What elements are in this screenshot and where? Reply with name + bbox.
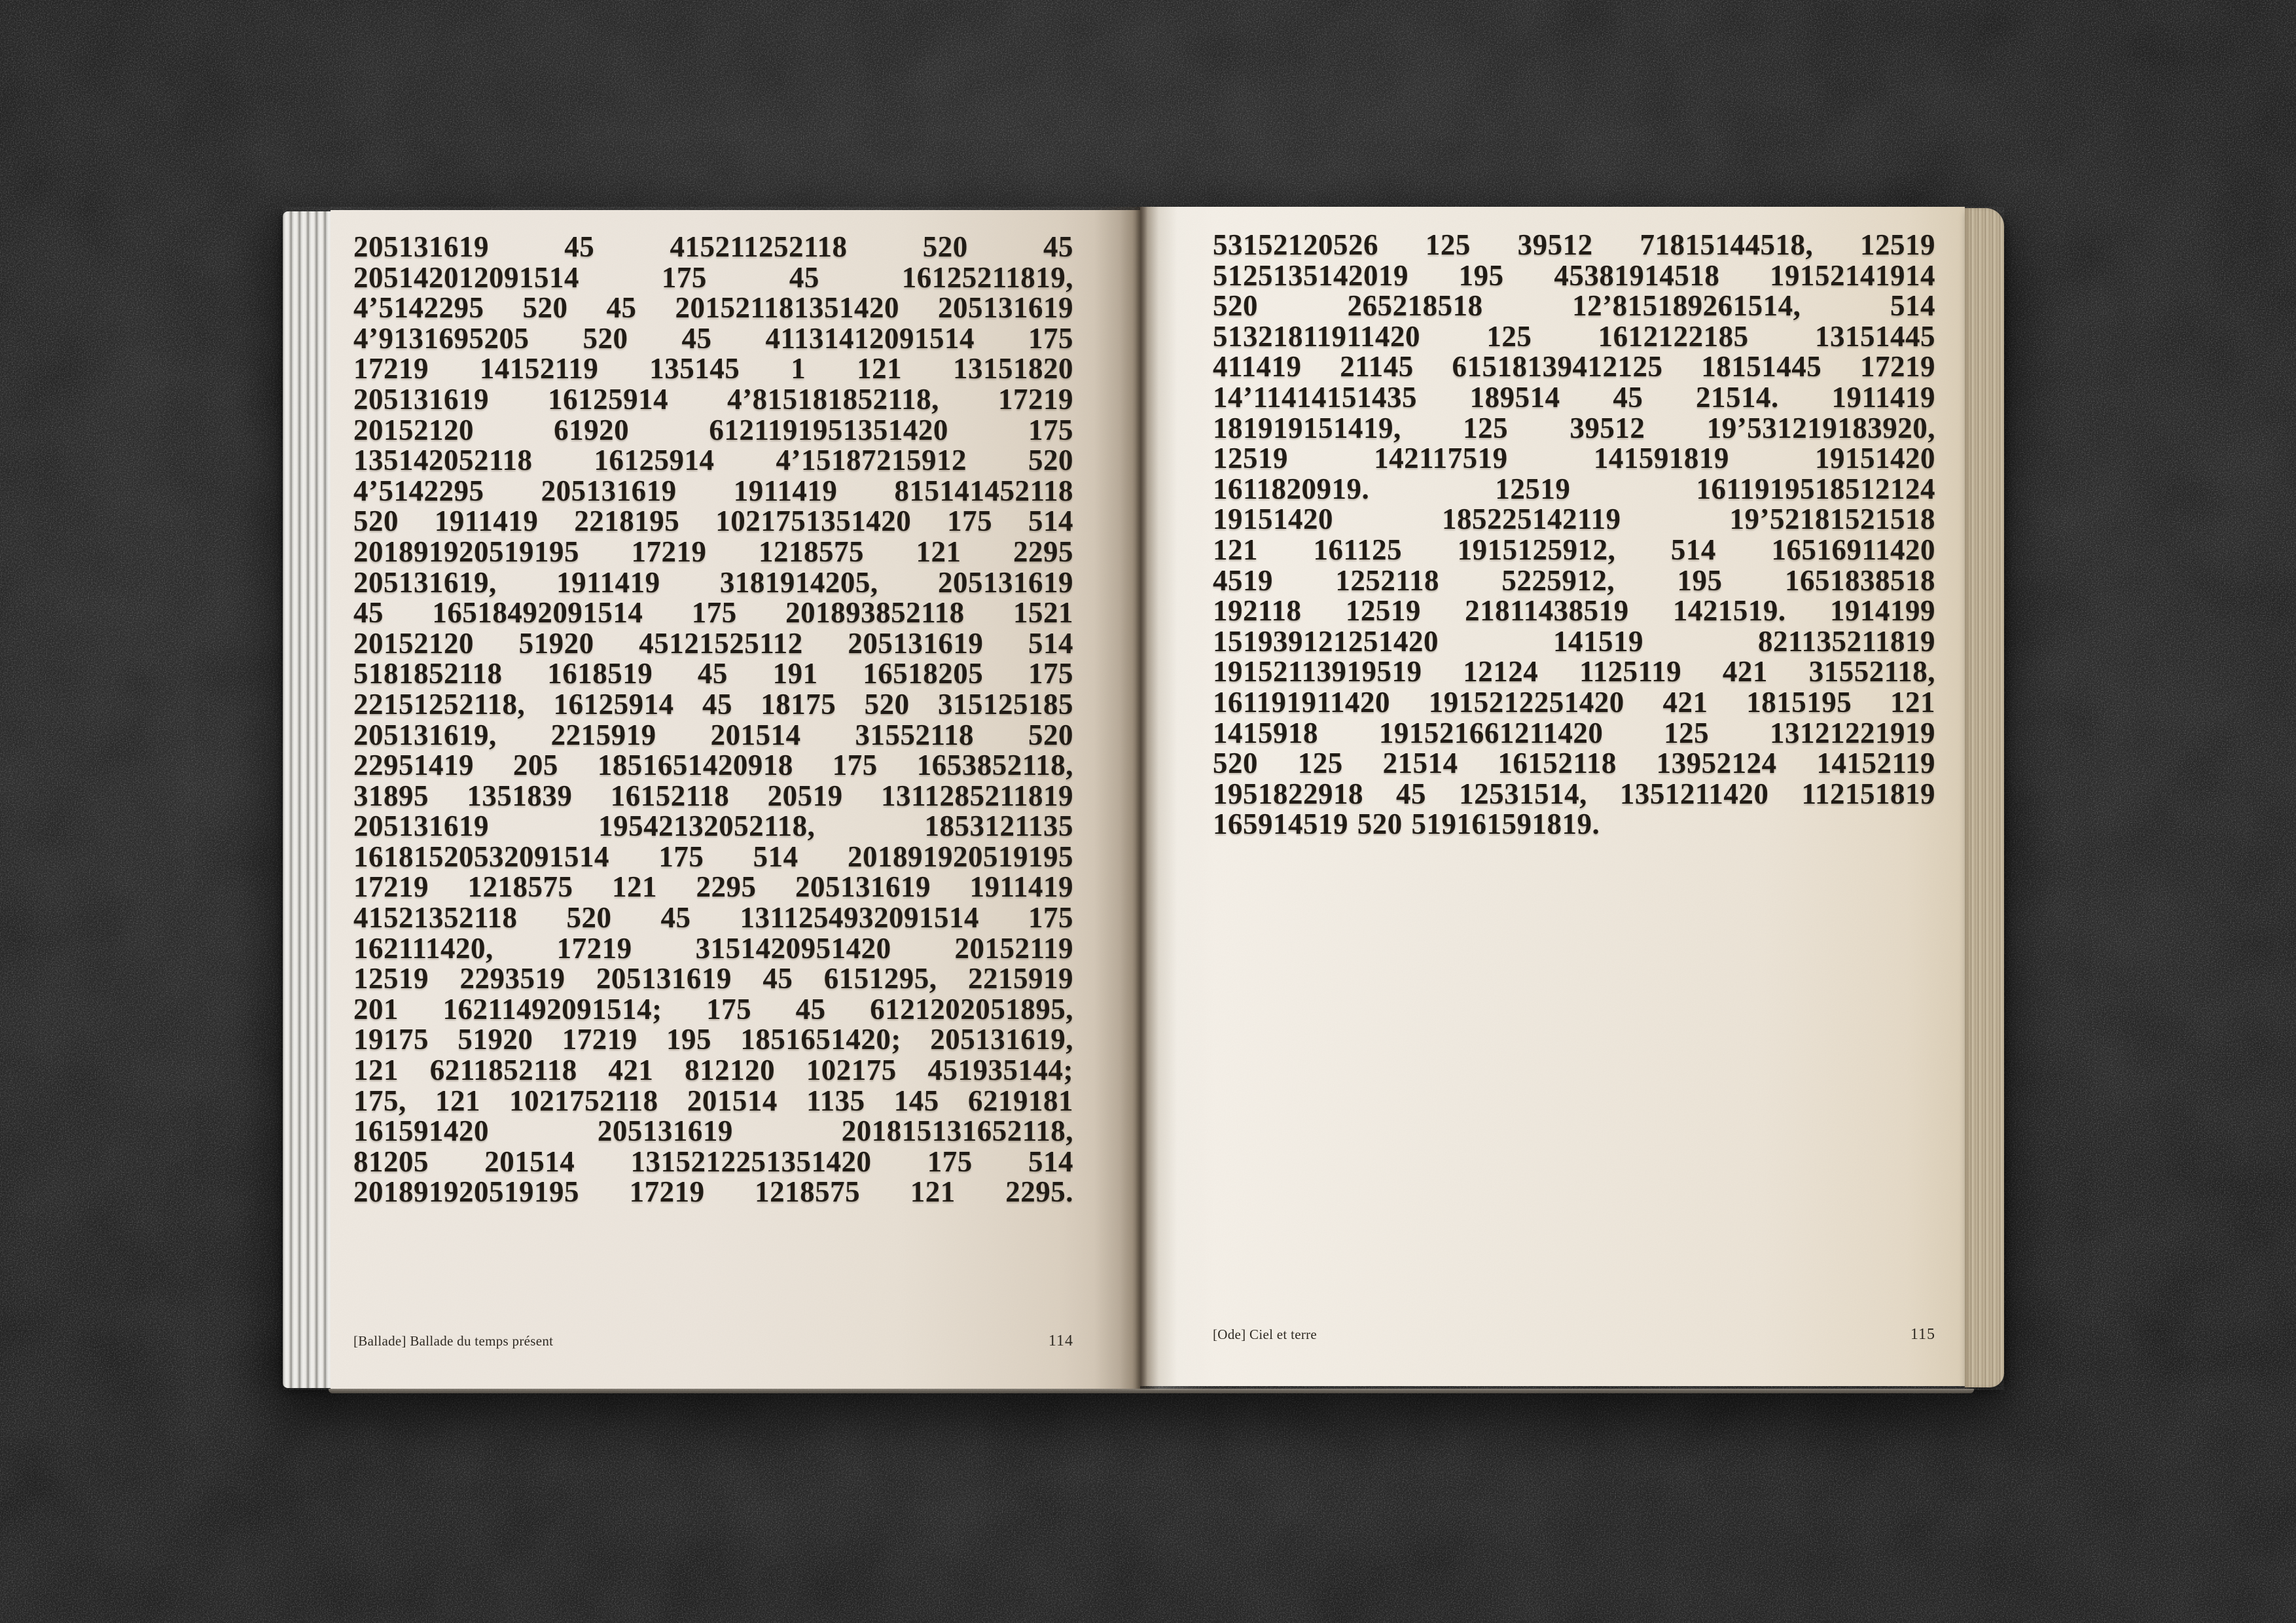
text-line: 1611820919. 12519 1611919518512124 xyxy=(1213,472,1935,505)
text-line: 205131619 19542132052118, 1853121135 xyxy=(353,810,1073,843)
text-line: 4’5142295 205131619 1911419 815141452118 xyxy=(353,474,1073,507)
text-line: 520 125 21514 16152118 13952124 14152119 xyxy=(1213,747,1935,780)
right-fore-edge-sheets xyxy=(1965,208,2004,1387)
text-line: 16181520532091514 175 514 201891920519195 xyxy=(353,840,1073,873)
left-page-footer xyxy=(353,1332,1073,1350)
text-line: 19151420 185225142119 19’52181521518 xyxy=(1213,503,1935,536)
text-line: 1415918 191521661211420 125 13121221919 xyxy=(1213,716,1935,749)
text-line: 192118 12519 21811438519 1421519. 1914199 xyxy=(1213,594,1935,628)
text-line: 53152120526 125 39512 71815144518, 12519 xyxy=(1213,228,1935,261)
text-line: 17219 14152119 135145 1 121 13151820 xyxy=(353,352,1073,385)
text-line: 205131619, 2215919 201514 31552118 520 xyxy=(353,718,1073,751)
text-line: 165914519 520 519161591819. xyxy=(1213,808,1600,841)
text-line: 17219 1218575 121 2295 205131619 1911419 xyxy=(353,870,1073,904)
right-page-footer xyxy=(1213,1326,1935,1344)
text-line: 162111420, 17219 3151420951420 20152119 xyxy=(353,931,1073,965)
text-line: 22151252118, 16125914 45 18175 520 315125185 xyxy=(353,687,1073,721)
text-line: 14’11414151435 189514 45 21514. 1911419 xyxy=(1213,380,1935,414)
text-line: 151939121251420 141519 821135211819 xyxy=(1213,624,1935,658)
text-line: 181919151419, 125 39512 19’531219183920, xyxy=(1213,411,1935,444)
right-footer-title: [Ode] Ciel et terre xyxy=(1213,1327,1318,1342)
text-line: 161191911420 1915212251420 421 1815195 121 xyxy=(1213,685,1935,719)
text-line: 81205 201514 1315212251351420 175 514 xyxy=(353,1145,1073,1178)
text-line: 135142052118 16125914 4’15187215912 520 xyxy=(353,444,1073,477)
text-line: 19152113919519 12124 1125119 421 31552118, xyxy=(1213,655,1935,688)
text-line: 22951419 205 1851651420918 175 1653852118, xyxy=(353,749,1073,782)
left-page-number: 114 xyxy=(1048,1332,1073,1349)
text-line: 12519 142117519 141591819 19151420 xyxy=(1213,442,1935,475)
text-line: 31895 1351839 16152118 20519 1311285211819 xyxy=(353,779,1073,812)
text-line: 520 1911419 2218195 1021751351420 175 514 xyxy=(353,505,1073,538)
text-line: 205131619 16125914 4’815181852118, 17219 xyxy=(353,382,1073,416)
text-line: 520 265218518 12’815189261514, 514 xyxy=(1213,289,1935,323)
text-line: 4’5142295 520 45 201521181351420 205131619 xyxy=(353,291,1073,325)
text-line: 5125135142019 195 45381914518 19152141914 xyxy=(1213,259,1935,292)
left-fore-edge-sheets xyxy=(283,211,332,1388)
text-line: 205131619 45 415211252118 520 45 xyxy=(353,230,1073,263)
text-line: 161591420 205131619 201815131652118, xyxy=(353,1115,1073,1148)
text-line: 45 16518492091514 175 201893852118 1521 xyxy=(353,596,1073,630)
text-line: 20152120 51920 45121525112 205131619 514 xyxy=(353,626,1073,660)
right-page-number: 115 xyxy=(1910,1326,1935,1343)
text-line: 1951822918 45 12531514, 1351211420 112151819 xyxy=(1213,777,1935,810)
text-line: 41521352118 520 45 1311254932091514 175 xyxy=(353,901,1073,935)
text-line: 12519 2293519 205131619 45 6151295, 2215919 xyxy=(353,962,1073,995)
text-line: 51321811911420 125 1612122185 13151445 xyxy=(1213,319,1935,353)
text-line: 175, 121 1021752118 201514 1135 145 6219181 xyxy=(353,1084,1073,1117)
text-line: 20152120 61920 6121191951351420 175 xyxy=(353,413,1073,446)
text-line: 5181852118 1618519 45 191 16518205 175 xyxy=(353,657,1073,690)
text-line: 4’9131695205 520 45 41131412091514 175 xyxy=(353,321,1073,355)
text-line: 411419 21145 61518139412125 18151445 17219 xyxy=(1213,350,1935,383)
text-line: 201891920519195 17219 1218575 121 2295 xyxy=(353,535,1073,568)
text-line: 19175 51920 17219 195 1851651420; 205131619, xyxy=(353,1023,1073,1056)
open-book xyxy=(283,207,2004,1390)
left-footer-title: [Ballade] Ballade du temps présent xyxy=(353,1333,554,1349)
text-line: 4519 1252118 5225912, 195 1651838518 xyxy=(1213,563,1935,597)
right-page-text xyxy=(1213,230,1935,840)
left-page-text xyxy=(353,232,1073,1207)
text-line: 205142012091514 175 45 16125211819, xyxy=(353,260,1073,294)
text-line: 121 6211852118 421 812120 102175 451935144; xyxy=(353,1054,1073,1087)
text-line: 201 16211492091514; 175 45 6121202051895, xyxy=(353,992,1073,1026)
text-line: 201891920519195 17219 1218575 121 2295. xyxy=(353,1175,1073,1209)
text-line: 121 161125 1915125912, 514 16516911420 xyxy=(1213,533,1935,566)
text-line: 205131619, 1911419 3181914205, 205131619 xyxy=(353,565,1073,599)
